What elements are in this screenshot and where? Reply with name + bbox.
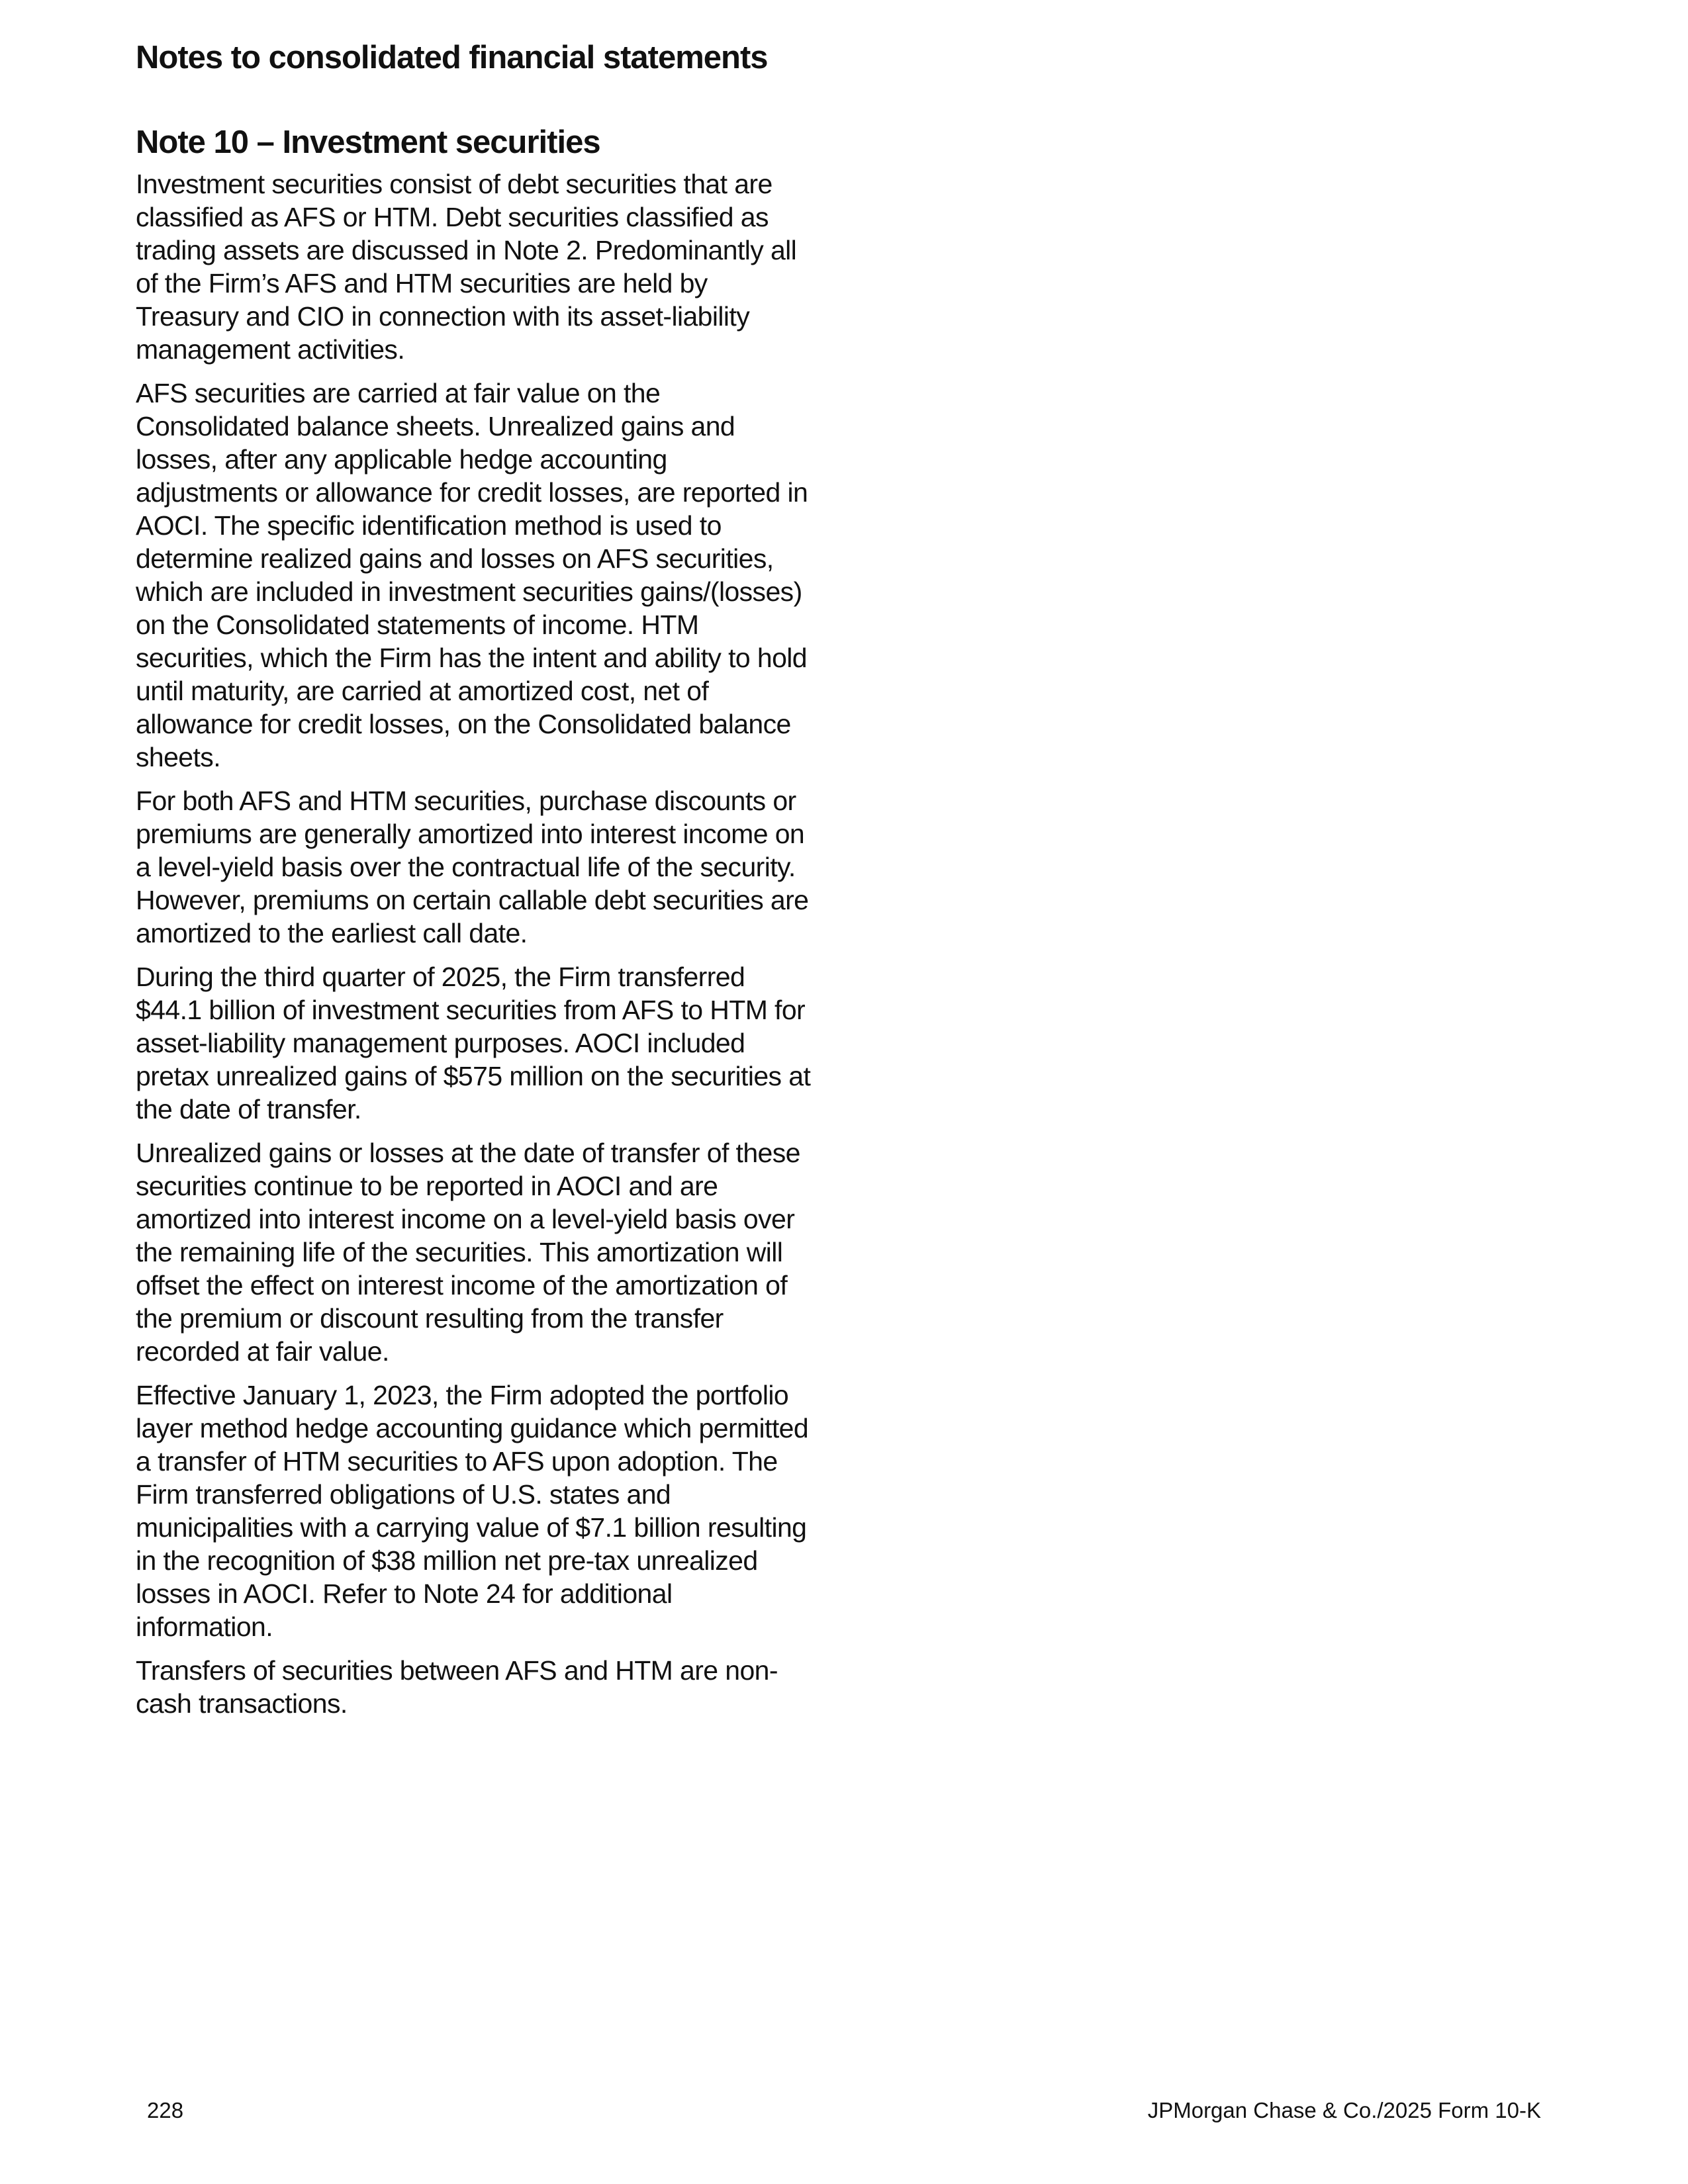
note-paragraph-4: During the third quarter of 2025, the Firm transferred $44.1 billion of investment securities from AFS to HTM for asset-liability management purposes. AOCI included pretax unrealized gains of $575 million on the securities at the date of transfer. [136,961,811,1124]
page-number: 228 [147,2098,184,2122]
note-paragraph-3: For both AFS and HTM securities, purchase discounts or premiums are generally amortized into interest income on a level-yield basis over the contractual life of the security. However, premiums on certain callable debt securities are amortized to the earliest call date. [136,785,809,948]
note-title: Note 10 – Investment securities [136,124,600,160]
note-paragraph-1: Investment securities consist of debt securities that are classified as AFS or HTM. Debt securities classified as trading assets are discussed in Note 2. Predominantly all of the Firm’s AFS and HTM securities are held by Treasury and CIO in connection with its asset-liability management activities. [136,168,797,365]
note-paragraph-6: Effective January 1, 2023, the Firm adopted the portfolio layer method hedge accounting guidance which permitted a transfer of HTM securities to AFS upon adoption. The Firm transferred obligations of U.S. states and municipalities with a carrying value of $7.1 billion resulting in the recognition of $38 million net pre-tax unrealized losses in AOCI. Refer to Note 24 for additional information. [136,1379,809,1642]
page-header-title: Notes to consolidated financial statements [136,40,768,75]
note-paragraph-7: Transfers of securities between AFS and HTM are non-cash transactions. [136,1655,778,1719]
note-paragraph-2: AFS securities are carried at fair value on the Consolidated balance sheets. Unrealized gains and losses, after any applicable hedge accounting adjustments or allowance for credit losses, are reported in AOCI. The specific identification method is used to determine realized gains and losses on AFS securities, which are included in investment securities gains/(losses) on the Consolidated statements of income. HTM securities, which the Firm has the intent and ability to hold until maturity, are carried at amortized cost, net of allowance for credit losses, on the Consolidated balance sheets. [136,377,808,772]
note-section [136,123,811,1731]
document-footer-label: JPMorgan Chase & Co./2025 Form 10-K [1147,2098,1541,2122]
note-paragraph-5: Unrealized gains or losses at the date of transfer of these securities continue to be reported in AOCI and are amortized into interest income on a level-yield basis over the remaining life of the securities. This amortization will offset the effect on interest income of the amortization of the premium or discount resulting from the transfer recorded at fair value. [136,1137,800,1367]
